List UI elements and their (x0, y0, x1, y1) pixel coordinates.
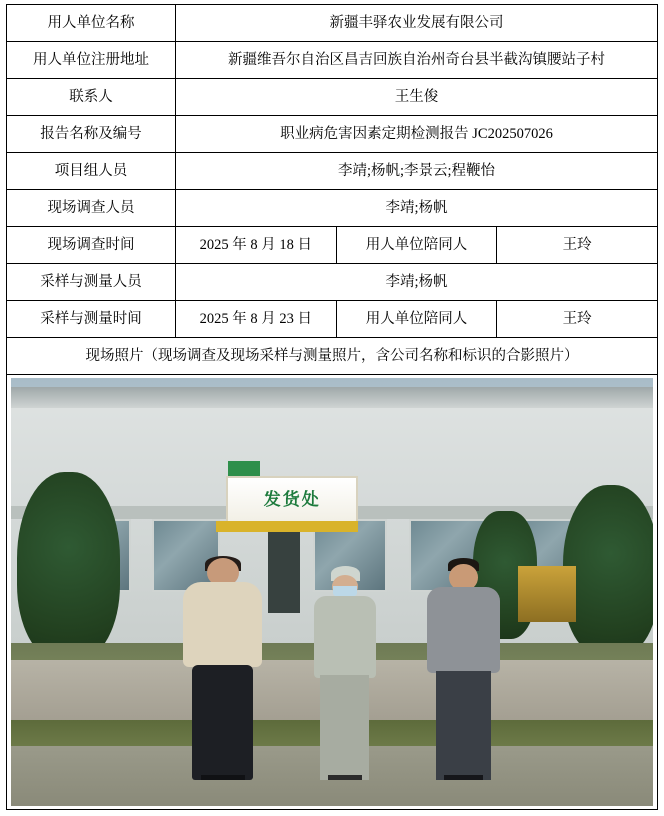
table-row (7, 153, 658, 190)
row-value-survey-time: 2025 年 8 月 18 日 (176, 227, 337, 264)
row-value-sampling-accompany: 王玲 (497, 301, 658, 338)
site-photo (11, 378, 653, 806)
page-bottom-padding (0, 810, 664, 816)
row-label-contact-person: 联系人 (7, 79, 176, 116)
row-value-sampling-time: 2025 年 8 月 23 日 (176, 301, 337, 338)
photo-section-header: 现场照片（现场调查及现场采样与测量照片，含公司名称和标识的合影照片） (7, 338, 658, 375)
shipping-department-sign (226, 476, 358, 523)
photo-cell (7, 375, 658, 810)
table-row (7, 42, 658, 79)
row-label-sampling-accompany: 用人单位陪同人 (336, 301, 497, 338)
row-value-employer-name: 新疆丰驿农业发展有限公司 (176, 5, 658, 42)
torso (427, 587, 500, 674)
row-value-project-team: 李靖;杨帆;李景云;程鞭怡 (176, 153, 658, 190)
row-value-sampling-staff: 李靖;杨帆 (176, 264, 658, 301)
shoe (217, 775, 245, 781)
torso (183, 582, 262, 667)
row-label-survey-time: 现场调查时间 (7, 227, 176, 264)
shoe (459, 775, 483, 780)
table-row (7, 301, 658, 338)
vehicle (518, 566, 576, 622)
table-row (7, 227, 658, 264)
person-middle (306, 566, 383, 780)
roofline (11, 387, 653, 408)
row-label-sampling-staff: 采样与测量人员 (7, 264, 176, 301)
table-row (7, 264, 658, 301)
document-page (0, 4, 664, 773)
row-label-employer-name: 用人单位名称 (7, 5, 176, 42)
tree (17, 472, 120, 660)
form-body (7, 5, 658, 810)
person-right (422, 558, 505, 781)
row-value-survey-accompany: 王玲 (497, 227, 658, 264)
table-row (7, 338, 658, 375)
row-label-registered-address: 用人单位注册地址 (7, 42, 176, 79)
table-row (7, 5, 658, 42)
person-left (178, 558, 268, 781)
row-value-contact-person: 王生俊 (176, 79, 658, 116)
table-row (7, 190, 658, 227)
sign-label: 发货处 (263, 489, 321, 509)
site-survey-form (6, 4, 658, 810)
legs (320, 675, 369, 780)
row-label-project-team: 项目组人员 (7, 153, 176, 190)
row-value-report-name-number: 职业病危害因素定期检测报告 JC202507026 (176, 116, 658, 153)
row-label-survey-accompany: 用人单位陪同人 (336, 227, 497, 264)
table-row (7, 79, 658, 116)
shoe (340, 775, 362, 780)
legs (436, 671, 491, 780)
row-label-report-name-number: 报告名称及编号 (7, 116, 176, 153)
doorway (268, 519, 300, 613)
row-label-sampling-time: 采样与测量时间 (7, 301, 176, 338)
yellow-rail (216, 521, 357, 532)
row-value-registered-address: 新疆维吾尔自治区昌吉回族自治州奇台县半截沟镇腰站子村 (176, 42, 658, 79)
row-label-survey-staff: 现场调查人员 (7, 190, 176, 227)
torso (314, 596, 376, 677)
row-value-survey-staff: 李靖;杨帆 (176, 190, 658, 227)
table-row (7, 375, 658, 810)
legs (192, 665, 253, 781)
tree (563, 485, 653, 656)
table-row (7, 116, 658, 153)
